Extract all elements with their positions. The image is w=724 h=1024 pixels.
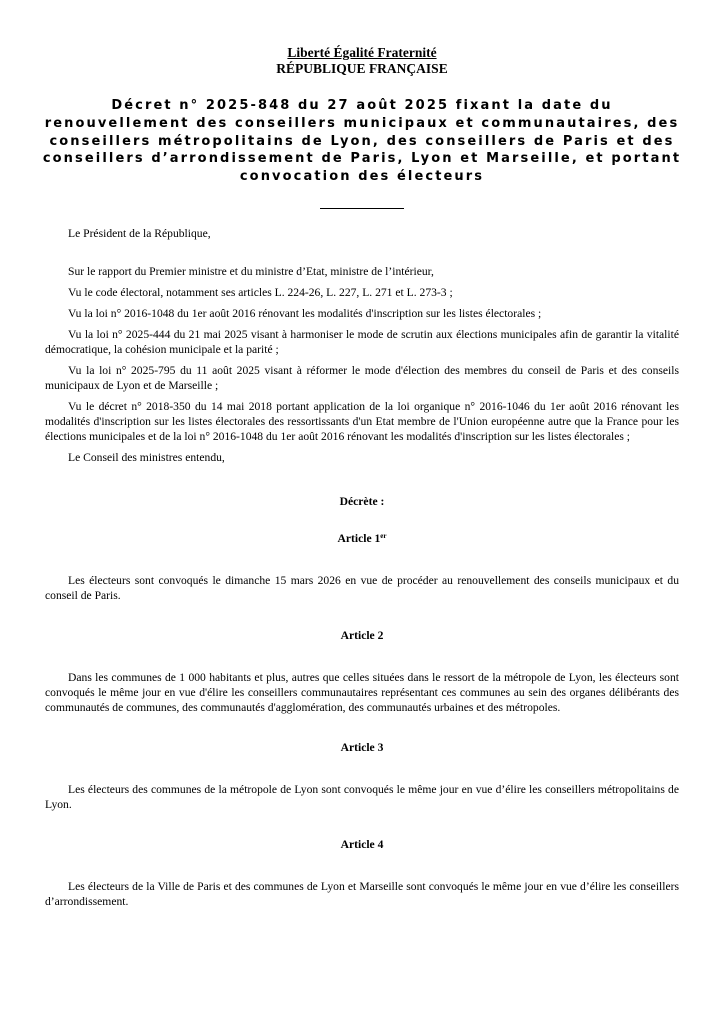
- preamble-visa: Vu la loi n° 2016-1048 du 1er août 2016 rénovant les modalités d'inscription sur les listes électorales ;: [68, 307, 542, 320]
- article-heading: [45, 628, 679, 643]
- article-heading-label: Article 1: [337, 532, 381, 545]
- decrete-heading: Décrète :: [339, 495, 385, 508]
- preamble-visa: Vu le décret n° 2018-350 du 14 mai 2018 portant application de la loi organique n° 2016-1046 du 1er août 2016 rénovant les modalités d'inscription sur les listes électorales des ressortissants d'un Etat membre de l'Union européenne autre que la France pour les élections municipales et de la loi n° 2016-1048 du 1er août 2016 rénovant les modalités d'inscription sur les listes électorales ;: [45, 400, 679, 443]
- republic-motto: Liberté Égalité Fraternité: [287, 45, 437, 60]
- article-heading-label: Article 2: [340, 629, 384, 642]
- preamble-visa: Vu la loi n° 2025-795 du 11 août 2025 visant à réformer le mode d'élection des membres du conseil de Paris et des conseils municipaux de Lyon et de Marseille ;: [45, 364, 679, 392]
- article-heading: [45, 837, 679, 852]
- decree-body: [45, 226, 679, 934]
- article-heading: [45, 740, 679, 755]
- article-heading: [45, 531, 679, 546]
- preamble-visa: Vu la loi n° 2025-444 du 21 mai 2025 visant à harmoniser le mode de scrutin aux élections municipales afin de garantir la vitalité démocratique, la cohésion municipale et la parité ;: [45, 328, 679, 356]
- article-heading-label: Article 3: [340, 741, 384, 754]
- preamble-visa: Sur le rapport du Premier ministre et du ministre d’Etat, ministre de l’intérieur,: [68, 265, 434, 278]
- article-text: Les électeurs sont convoqués le dimanche 15 mars 2026 en vue de procéder au renouvellement des conseils municipaux et du conseil de Paris.: [45, 574, 679, 602]
- article-text: Les électeurs des communes de la métropole de Lyon sont convoqués le même jour en vue d’élire les conseillers métropolitains de Lyon.: [45, 783, 679, 811]
- article-text: Les électeurs de la Ville de Paris et des communes de Lyon et Marseille sont convoqués le même jour en vue d’élire les conseillers d’arrondissement.: [45, 880, 679, 908]
- article-heading-label: Article 4: [340, 838, 384, 851]
- decree-title: Décret n° 2025-848 du 27 août 2025 fixant la date du renouvellement des conseillers municipaux et communautaires, des conseillers métropolitains de Lyon, des conseillers de Paris et des conseillers d’arrondissement de Paris, Lyon et Marseille, et portant convocation des électeurs: [42, 98, 682, 185]
- preamble-visa: Le Conseil des ministres entendu,: [68, 451, 225, 464]
- preamble-president: Le Président de la République,: [68, 227, 211, 240]
- article-text: Dans les communes de 1 000 habitants et plus, autres que celles situées dans le ressort de la métropole de Lyon, les électeurs sont convoqués le même jour en vue d'élire les conseillers communautaires représentant ces communes au sein des organes délibérants des communautés de communes, des communautés d'agglomération, des communautés urbaines et des métropoles.: [45, 671, 679, 714]
- preamble-visa: Vu le code électoral, notamment ses articles L. 224-26, L. 227, L. 271 et L. 273-3 ;: [68, 286, 453, 299]
- article-heading-superscript: er: [380, 532, 387, 540]
- republic-name: RÉPUBLIQUE FRANÇAISE: [276, 61, 448, 76]
- title-divider: [320, 208, 404, 209]
